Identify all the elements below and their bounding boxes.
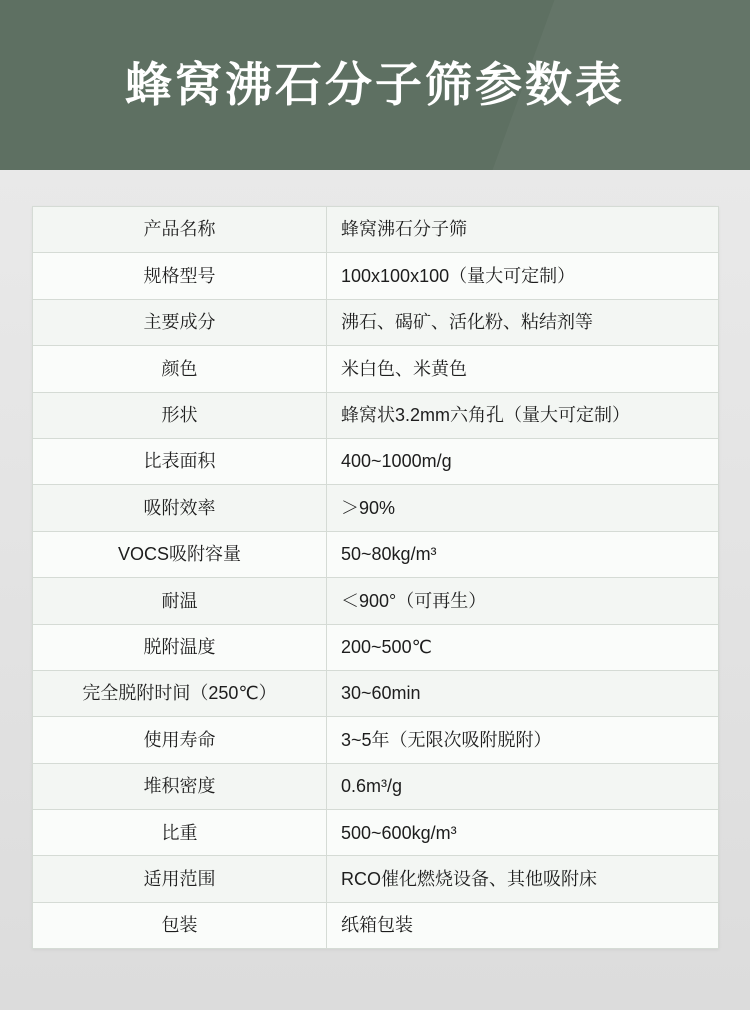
row-value: 沸石、碣矿、活化粉、粘结剂等 [327, 299, 719, 345]
table-row [33, 438, 719, 484]
row-label: 规格型号 [33, 253, 327, 299]
row-label: 堆积密度 [33, 763, 327, 809]
row-value: 50~80kg/m³ [327, 531, 719, 577]
page-title: 蜂窝沸石分子筛参数表 [125, 57, 625, 111]
spec-table-container [0, 170, 750, 1010]
row-value: 0.6m³/g [327, 763, 719, 809]
table-row [33, 392, 719, 438]
row-value: 100x100x100（量大可定制） [327, 253, 719, 299]
row-value: RCO催化燃烧设备、其他吸附床 [327, 856, 719, 902]
table-row [33, 299, 719, 345]
specification-table-body [33, 207, 719, 949]
table-row [33, 485, 719, 531]
table-row [33, 763, 719, 809]
row-value: 200~500℃ [327, 624, 719, 670]
row-value: 30~60min [327, 670, 719, 716]
row-label: 适用范围 [33, 856, 327, 902]
page-header-banner [0, 0, 750, 170]
row-label: 完全脱附时间（250℃） [33, 670, 327, 716]
row-value: 3~5年（无限次吸附脱附） [327, 717, 719, 763]
row-label: 比重 [33, 810, 327, 856]
table-row [33, 207, 719, 253]
row-value: 纸箱包装 [327, 902, 719, 948]
row-label: 吸附效率 [33, 485, 327, 531]
table-row [33, 856, 719, 902]
row-value: ＜900°（可再生） [327, 578, 719, 624]
table-row [33, 810, 719, 856]
row-label: 使用寿命 [33, 717, 327, 763]
row-value: 米白色、米黄色 [327, 346, 719, 392]
row-value: 400~1000m/g [327, 438, 719, 484]
row-label: 耐温 [33, 578, 327, 624]
table-row [33, 902, 719, 948]
row-label: 形状 [33, 392, 327, 438]
row-value: 500~600kg/m³ [327, 810, 719, 856]
row-label: 产品名称 [33, 207, 327, 253]
table-row [33, 670, 719, 716]
row-value: 蜂窝状3.2mm六角孔（量大可定制） [327, 392, 719, 438]
row-label: VOCS吸附容量 [33, 531, 327, 577]
table-row [33, 253, 719, 299]
row-label: 包装 [33, 902, 327, 948]
table-row [33, 531, 719, 577]
table-row [33, 624, 719, 670]
row-label: 脱附温度 [33, 624, 327, 670]
row-label: 颜色 [33, 346, 327, 392]
row-value: ＞90% [327, 485, 719, 531]
row-value: 蜂窝沸石分子筛 [327, 207, 719, 253]
specification-table [32, 206, 719, 949]
table-row [33, 578, 719, 624]
row-label: 比表面积 [33, 438, 327, 484]
row-label: 主要成分 [33, 299, 327, 345]
table-row [33, 346, 719, 392]
table-row [33, 717, 719, 763]
